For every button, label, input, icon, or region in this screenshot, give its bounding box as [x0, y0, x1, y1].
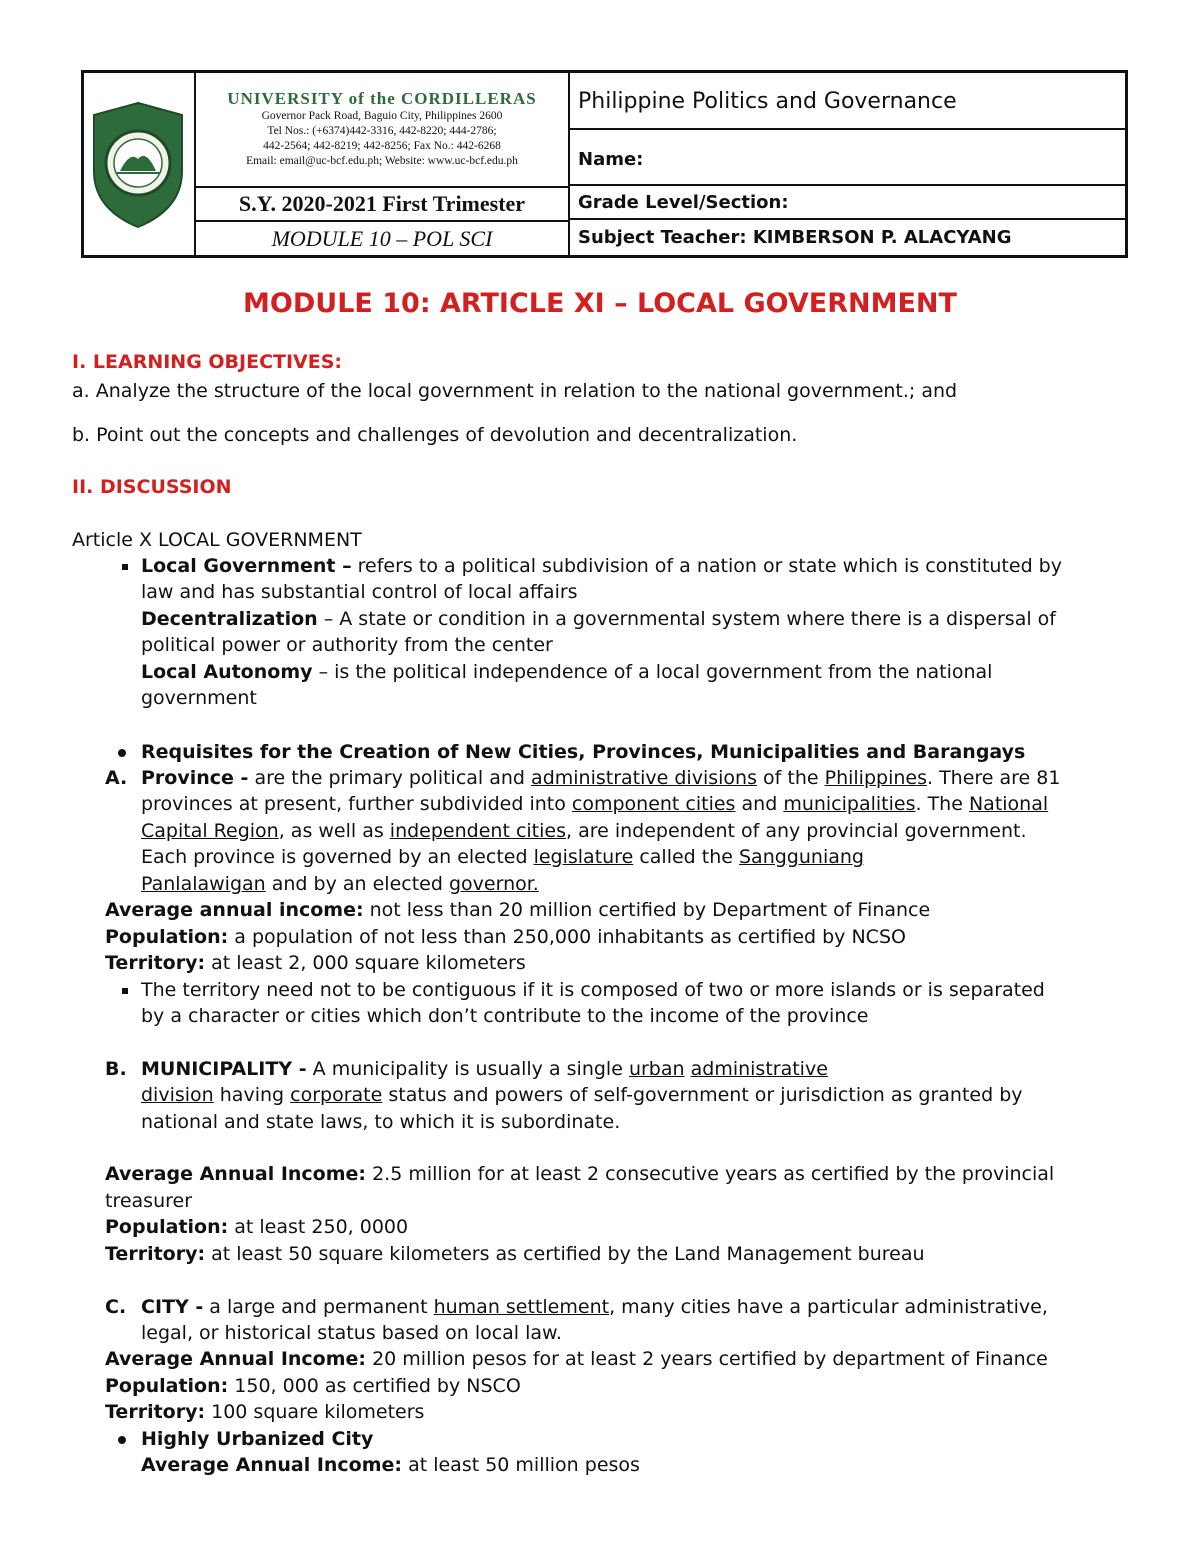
list-bullet: [118, 740, 126, 764]
definition-local-autonomy: Local Autonomy – is the political independence of a local government from the national: [141, 661, 993, 683]
province-line-4: Each province is governed by an elected legislature called the Sangguniang: [141, 846, 864, 868]
municipality-population: Population: at least 250, 0000: [105, 1216, 409, 1238]
list-bullet: [122, 554, 128, 578]
school-year: S.Y. 2020-2021 First Trimester: [196, 188, 570, 222]
subject-title: Philippine Politics and Governance: [570, 73, 1125, 130]
municipality-line-1: MUNICIPALITY - A municipality is usually a single urban administrative: [141, 1058, 828, 1080]
university-name: UNIVERSITY of the CORDILLERAS: [227, 89, 537, 108]
grade-field: Grade Level/Section:: [570, 186, 1125, 220]
city-line-1: CITY - a large and permanent human settlement, many cities have a particular administrative,: [141, 1296, 1048, 1318]
definition-line: government: [141, 687, 257, 709]
requisites-heading: Requisites for the Creation of New Cities, Provinces, Municipalities and Barangays: [141, 741, 1026, 763]
list-label: C.: [105, 1296, 127, 1318]
definition-line: political power or authority from the center: [141, 634, 553, 656]
municipality-income: Average Annual Income: 2.5 million for at least 2 consecutive years as certified by the provincial: [105, 1163, 1055, 1185]
province-line-1: Province - are the primary political and administrative divisions of the Philippines. There are 81: [141, 767, 1061, 789]
teacher-field: Subject Teacher: KIMBERSON P. ALACYANG: [578, 227, 1012, 248]
article-heading: Article X LOCAL GOVERNMENT: [72, 529, 362, 551]
university-info: [196, 73, 570, 188]
list-label: B.: [105, 1058, 127, 1080]
definition-decentralization: Decentralization – A state or condition in a governmental system where there is a dispersal of: [141, 608, 1056, 630]
municipality-line-3: national and state laws, to which it is subordinate.: [141, 1111, 621, 1133]
province-line-5: Panlalawigan and by an elected governor.: [141, 873, 539, 895]
municipality-line-2: division having corporate status and powers of self-government or jurisdiction as granted by: [141, 1084, 1023, 1106]
city-line-2: legal, or historical status based on local law.: [141, 1322, 562, 1344]
objective-a: a. Analyze the structure of the local government in relation to the national government.; and: [72, 380, 958, 402]
province-note: by a character or cities which don’t contribute to the income of the province: [141, 1005, 869, 1027]
page-title: MODULE 10: ARTICLE XI – LOCAL GOVERNMENT: [243, 288, 957, 319]
name-field: Name:: [570, 130, 1125, 186]
university-address: Governor Pack Road, Baguio City, Philippines 2600: [261, 110, 503, 122]
huc-income: Average Annual Income: at least 50 million pesos: [141, 1454, 640, 1476]
seal-icon: [90, 101, 186, 229]
province-note: The territory need not to be contiguous if it is composed of two or more islands or is separated: [141, 979, 1045, 1001]
discussion-heading: II. DISCUSSION: [72, 476, 232, 498]
list-bullet: [118, 1427, 126, 1451]
province-income: Average annual income: not less than 20 million certified by Department of Finance: [105, 899, 931, 921]
province-territory: Territory: at least 2, 000 square kilometers: [105, 952, 526, 974]
city-territory: Territory: 100 square kilometers: [105, 1401, 425, 1423]
objectives-heading: I. LEARNING OBJECTIVES:: [72, 351, 343, 373]
municipality-income-cont: treasurer: [105, 1190, 193, 1212]
university-email: Email: email@uc-bcf.edu.ph; Website: www.uc-bcf.edu.ph: [246, 155, 518, 167]
municipality-territory: Territory: at least 50 square kilometers as certified by the Land Management bureau: [105, 1243, 925, 1265]
definition-local-government: Local Government – refers to a political subdivision of a nation or state which is constituted by: [141, 555, 1062, 577]
list-label: A.: [105, 767, 128, 789]
city-income: Average Annual Income: 20 million pesos for at least 2 years certified by department of Finance: [105, 1348, 1048, 1370]
objective-b: b. Point out the concepts and challenges of devolution and decentralization.: [72, 424, 798, 446]
province-population: Population: a population of not less than 250,000 inhabitants as certified by NCSO: [105, 926, 906, 948]
module-code: MODULE 10 – POL SCI: [196, 222, 570, 255]
province-line-3: Capital Region, as well as independent cities, are independent of any provincial government.: [141, 820, 1027, 842]
university-seal: [84, 73, 196, 255]
city-population: Population: 150, 000 as certified by NSCO: [105, 1375, 521, 1397]
huc-heading: Highly Urbanized City: [141, 1428, 374, 1450]
university-tel1: Tel Nos.: (+6374)442-3316, 442-8220; 444-2786;: [267, 125, 497, 137]
university-tel2: 442-2564; 442-8219; 442-8256; Fax No.: 442-6268: [263, 140, 501, 152]
list-bullet: [122, 978, 128, 1002]
province-line-2: provinces at present, further subdivided into component cities and municipalities. The National: [141, 793, 1049, 815]
definition-line: law and has substantial control of local affairs: [141, 581, 578, 603]
header-table: [81, 70, 1128, 258]
